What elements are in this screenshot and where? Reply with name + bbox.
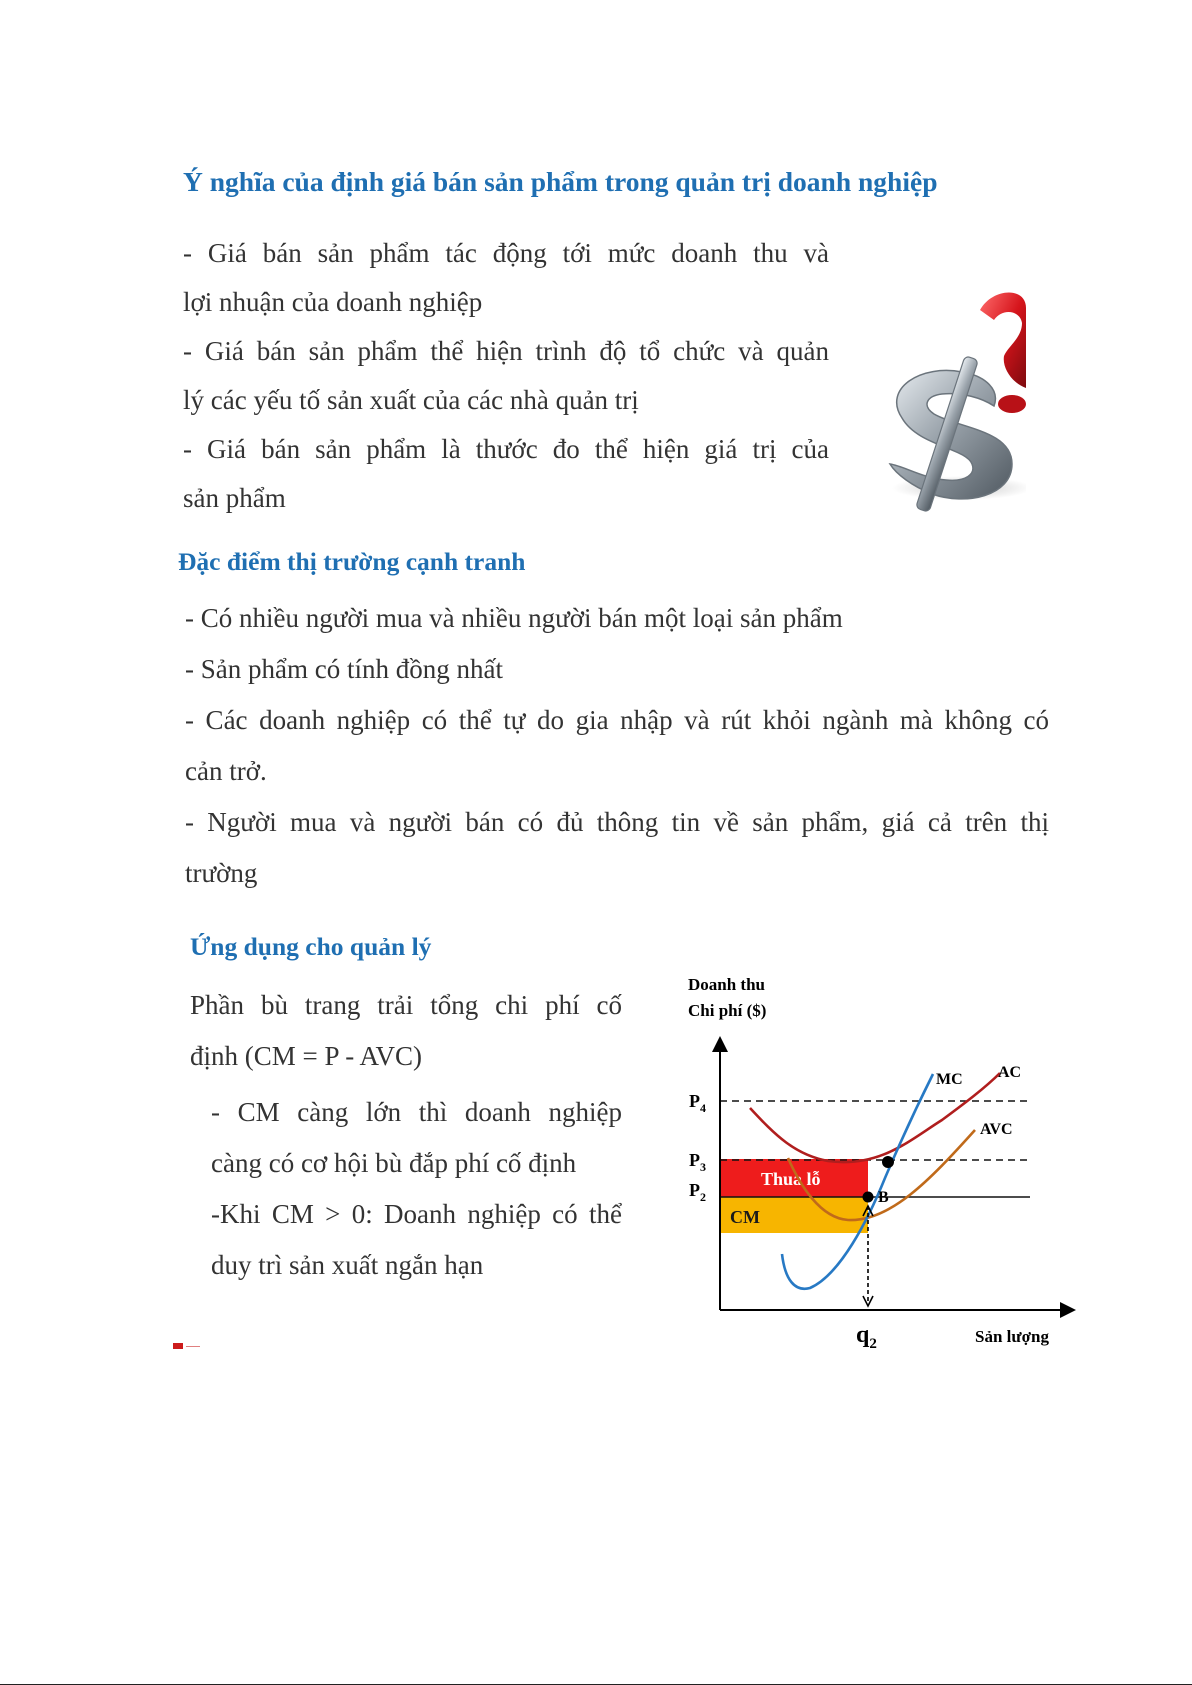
- q2-label-sub: 2: [869, 1336, 877, 1350]
- sub2-line1: -Khi CM > 0: Doanh nghiệp có thể: [211, 1199, 622, 1229]
- loss-region-label: Thua lỗ: [761, 1169, 821, 1189]
- p3-label-letter: P: [689, 1150, 700, 1170]
- intro-line1: Phần bù trang trải tổng chi phí cố: [190, 990, 622, 1020]
- s2-bullet4-line1: - Người mua và người bán có đủ thông tin về sản phẩm, giá cả trên thị: [185, 807, 1049, 837]
- bullet3-line2: sản phẩm: [183, 483, 286, 513]
- p2-label-letter: P: [689, 1180, 700, 1200]
- bullet3-line1: - Giá bán sản phẩm là thước đo thể hiện giá trị của: [183, 434, 829, 464]
- cost-revenue-chart: [670, 970, 1080, 1350]
- s2-bullet2: - Sản phẩm có tính đồng nhất: [185, 654, 503, 684]
- p4-label: [689, 1091, 706, 1115]
- s2-bullet3-line2: cản trở.: [185, 756, 267, 786]
- section2-bullets: [185, 593, 1049, 899]
- section2-title: Đặc điểm thị trường cạnh tranh: [178, 547, 526, 576]
- s2-bullet3-line1: - Các doanh nghiệp có thể tự do gia nhập và rút khỏi ngành mà không có: [185, 705, 1049, 735]
- bullet2-line1: - Giá bán sản phẩm thể hiện trình độ tổ chức và quản: [183, 336, 829, 366]
- q2-label-letter: q: [856, 1322, 870, 1348]
- cm-region-label: CM: [730, 1207, 760, 1227]
- sub2-line2: duy trì sản xuất ngắn hạn: [211, 1250, 484, 1280]
- bullet2-line2: lý các yếu tố sản xuất của các nhà quản trị: [183, 385, 639, 415]
- decorative-red-mark-tail: [186, 1346, 200, 1347]
- section3-title: Ứng dụng cho quản lý: [190, 932, 432, 961]
- p4-label-letter: P: [689, 1091, 700, 1111]
- point-b: [863, 1192, 874, 1203]
- p3-label-sub: 3: [700, 1160, 706, 1174]
- s2-bullet1: - Có nhiều người mua và nhiều người bán một loại sản phẩm: [185, 603, 843, 633]
- mc-label: MC: [936, 1071, 963, 1088]
- sub1-line1: - CM càng lớn thì doanh nghiệp: [211, 1097, 622, 1127]
- point-b-label: B: [878, 1189, 889, 1206]
- section3-intro: [190, 980, 622, 1082]
- p2-label-sub: 2: [700, 1190, 706, 1204]
- decorative-red-mark: [173, 1343, 183, 1349]
- q2-label: [856, 1322, 877, 1350]
- section1-title: Ý nghĩa của định giá bán sản phẩm trong quản trị doanh nghiệp: [183, 166, 938, 197]
- p3-label: [689, 1150, 706, 1174]
- bullet1-line2: lợi nhuận của doanh nghiệp: [183, 287, 483, 317]
- p2-label: [689, 1180, 706, 1204]
- dollar-sign-3d-icon: [862, 268, 1026, 522]
- p4-label-sub: 4: [700, 1101, 706, 1115]
- s2-bullet4-line2: trường: [185, 858, 258, 888]
- avc-label: AVC: [980, 1121, 1013, 1138]
- y-axis-label-line2: Chi phí ($): [688, 1001, 767, 1020]
- intro-line2: định (CM = P - AVC): [190, 1041, 423, 1071]
- p3-mc-intersection-point: [882, 1156, 894, 1168]
- ac-label: AC: [998, 1064, 1022, 1081]
- y-axis-label-line1: Doanh thu: [688, 975, 766, 994]
- section1-bullets: [183, 229, 829, 523]
- bullet1-line1: - Giá bán sản phẩm tác động tới mức doanh thu và: [183, 238, 829, 268]
- sub1-line2: càng có cơ hội bù đắp phí cố định: [211, 1148, 577, 1178]
- x-axis-label: Sản lượng: [975, 1327, 1049, 1346]
- section3-subpoints: [211, 1087, 622, 1291]
